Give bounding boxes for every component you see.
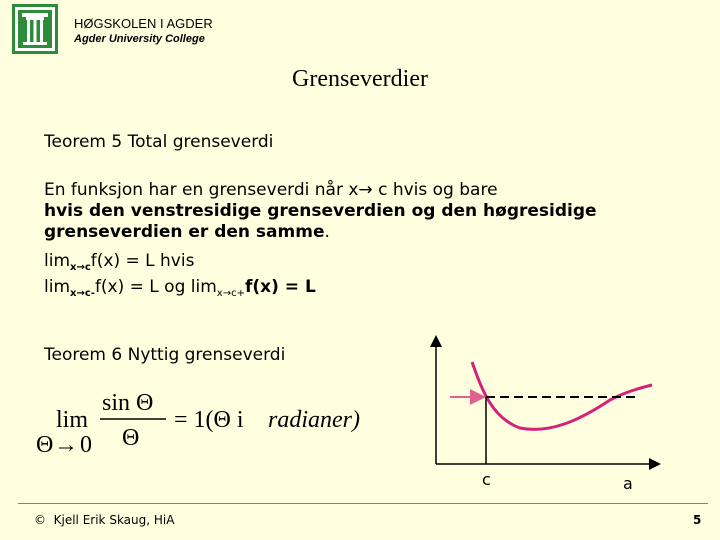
footer-author: Kjell Erik Skaug, HiA [53, 513, 175, 527]
theorem5-heading: Teorem 5 Total grenseverdi [44, 132, 274, 152]
slide-title-text: Grenseverdier [292, 66, 428, 92]
arrow-icon: → [222, 288, 232, 299]
formula-numerator: sin Θ [102, 390, 154, 416]
lim-mid: f(x) = L og lim [94, 277, 217, 297]
lim-text: lim [44, 277, 71, 297]
limit-formula [36, 382, 386, 457]
page-number: 5 [693, 513, 702, 527]
formula-under-theta: Θ [36, 432, 54, 457]
footer-divider [18, 503, 708, 504]
slide-title [0, 66, 720, 93]
lim-rest: f(x) = L hvis [90, 251, 195, 271]
limit-line-2 [44, 277, 316, 297]
lim-sub-x: x [70, 288, 77, 299]
theorem6-heading: Teorem 6 Nyttig grenseverdi [44, 345, 286, 365]
copyright-icon: © [34, 513, 46, 527]
arrow-icon: → [358, 180, 373, 200]
formula-equals: = 1(Θ i [174, 407, 244, 433]
theorem5-paragraph [44, 180, 684, 243]
lim-end: f(x) = L [244, 277, 316, 297]
formula-arrow: → [54, 432, 78, 457]
formula-zero: 0 [80, 432, 92, 457]
paragraph-bold: hvis den venstresidige grenseverdien og den høgresidige grenseverdien er den samme [44, 201, 597, 242]
formula-denominator: Θ [122, 425, 140, 451]
graph-label-c: c [482, 470, 491, 489]
footer-copyright [34, 513, 174, 527]
lim-sub-x: x [70, 262, 77, 273]
formula-lim: lim [56, 407, 89, 433]
school-logo-icon [12, 4, 58, 54]
lim-sub-c-minus: c- [84, 288, 95, 299]
formula-unit: radianer) [268, 407, 360, 433]
graph-label-a: a [623, 474, 633, 493]
lim-text: lim [44, 251, 71, 271]
limit-line-1 [44, 251, 194, 271]
lim-sub-c: c [84, 262, 91, 273]
lim-sub-x2: x [216, 288, 223, 299]
paragraph-text-2: c hvis og bare [372, 180, 498, 200]
limit-graph [420, 330, 690, 500]
school-subtitle: Agder University College [74, 33, 205, 45]
lim-sub-c-plus: c+ [231, 288, 245, 299]
function-curve [472, 362, 652, 429]
arrow-icon: → [76, 262, 85, 273]
paragraph-text-1: En funksjon har en grenseverdi når x [44, 180, 359, 200]
paragraph-end: . [324, 222, 330, 242]
arrow-icon: → [76, 288, 85, 299]
school-name: HØGSKOLEN I AGDER [74, 16, 213, 31]
